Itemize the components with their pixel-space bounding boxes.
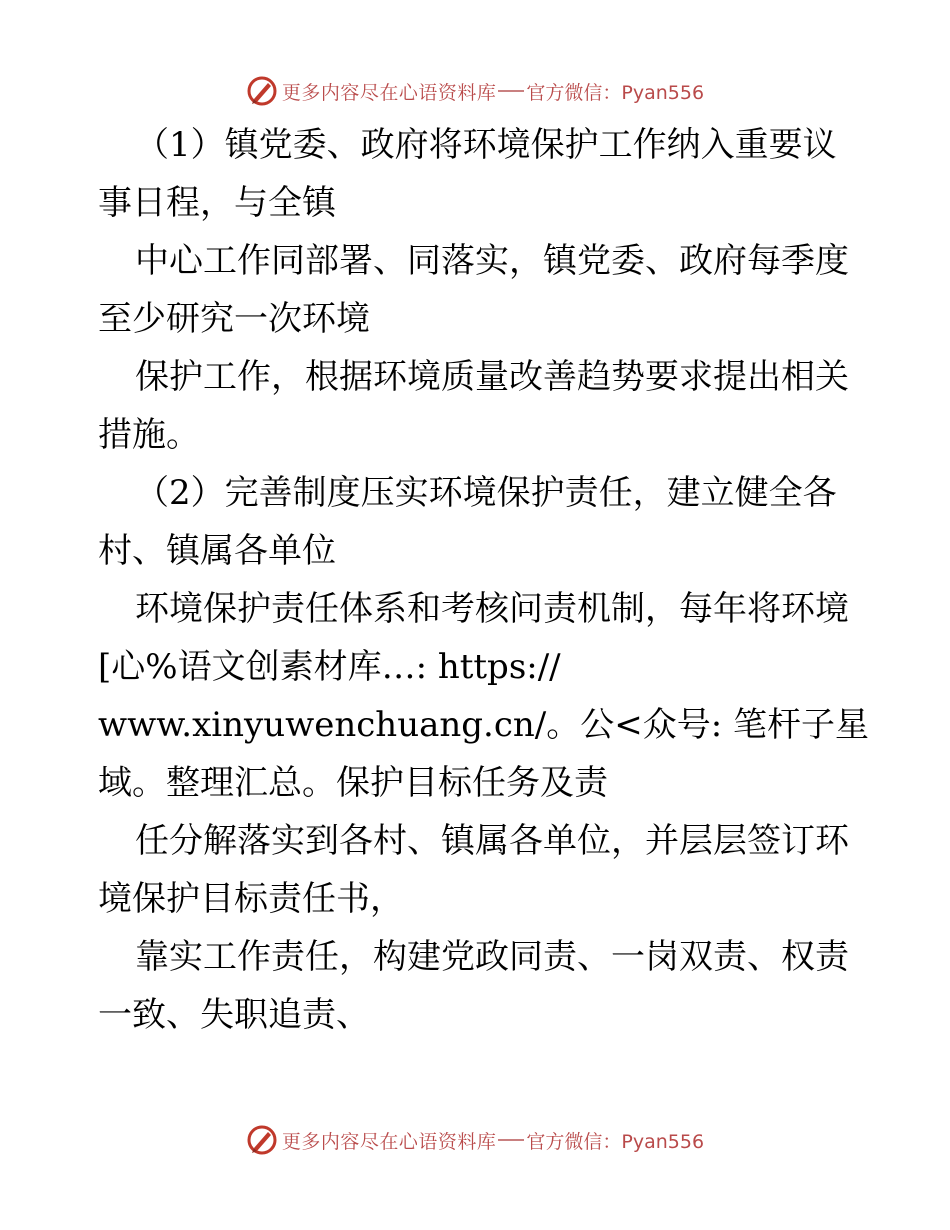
header-banner-wechat: 官方微信：Pyan556 <box>526 81 705 104</box>
body-line: 任分解落实到各村、镇属各单位，并层层签订环 <box>135 821 849 861</box>
body-line: （2）完善制度压实环境保护责任，建立健全各 <box>135 473 837 513</box>
body-text <box>98 116 869 1044</box>
body-line: 事日程，与全镇 <box>98 183 336 223</box>
body-line: 靠实工作责任，构建党政同责、一岗双责、权责 <box>135 937 849 977</box>
body-line: 措施。 <box>98 415 200 455</box>
header-banner <box>0 71 950 111</box>
body-line: （1）镇党委、政府将环境保护工作纳入重要议 <box>135 125 837 165</box>
body-line: 中心工作同部署、同落实，镇党委、政府每季度 <box>135 241 849 281</box>
body-line: www.xinyuwenchuang.cn/。公<众号: 笔杆子星 <box>98 705 869 745</box>
footer-banner-text: 更多内容尽在心语资料库 <box>281 1130 497 1153</box>
body-line: 境保护目标责任书， <box>98 879 404 919</box>
body-line: 至少研究一次环境 <box>98 299 370 339</box>
body-line: 村、镇属各单位 <box>98 531 336 571</box>
body-line: [心%语文创素材库…: https:// <box>98 647 561 687</box>
header-banner-text: 更多内容尽在心语资料库 <box>281 81 497 104</box>
body-line: 域。整理汇总。保护目标任务及责 <box>98 763 608 803</box>
pen-logo-icon <box>246 1124 278 1156</box>
footer-banner-dash <box>498 1139 524 1141</box>
pen-logo-icon <box>246 75 278 107</box>
footer-banner-wechat: 官方微信：Pyan556 <box>526 1130 705 1153</box>
body-line: 一致、失职追责、 <box>98 995 370 1035</box>
header-banner-dash <box>498 90 524 92</box>
body-line: 保护工作，根据环境质量改善趋势要求提出相关 <box>135 357 849 397</box>
footer-banner <box>0 1120 950 1160</box>
body-line: 环境保护责任体系和考核问责机制，每年将环境 <box>135 589 849 629</box>
